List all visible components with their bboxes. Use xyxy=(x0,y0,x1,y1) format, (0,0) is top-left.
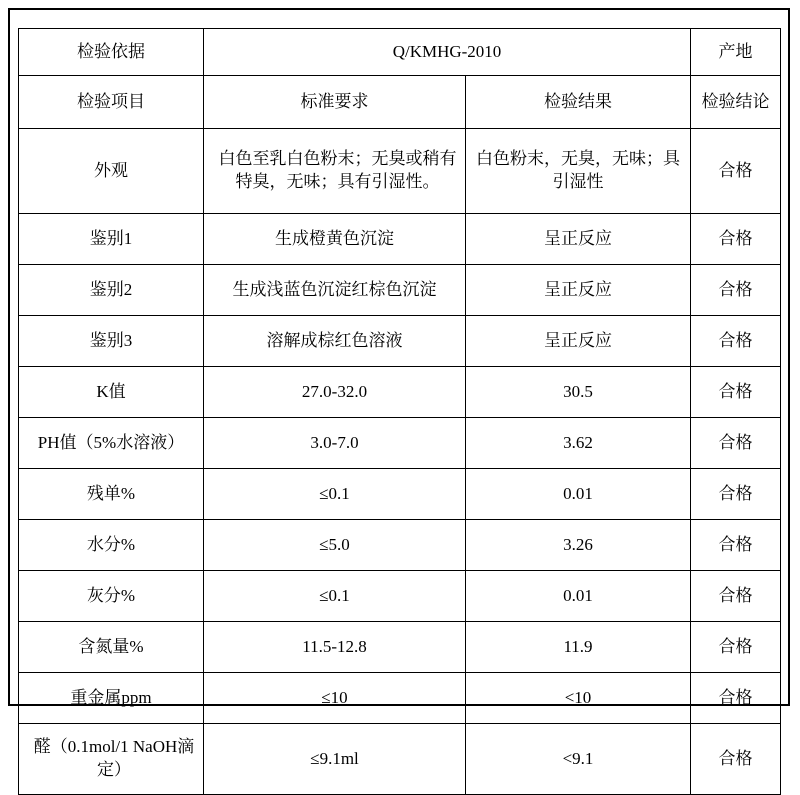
row-item: PH值（5%水溶液） xyxy=(19,418,204,469)
row-standard: ≤5.0 xyxy=(204,520,466,571)
row-item: 残单% xyxy=(19,469,204,520)
row-item: 含氮量% xyxy=(19,622,204,673)
row-conclusion: 合格 xyxy=(691,418,781,469)
table-row xyxy=(19,367,781,418)
table-row xyxy=(19,214,781,265)
row-result: 0.01 xyxy=(466,571,691,622)
row-standard: 白色至乳白色粉末；无臭或稍有特臭，无味；具有引湿性。 xyxy=(204,129,466,214)
row-conclusion: 合格 xyxy=(691,367,781,418)
row-standard: ≤10 xyxy=(204,673,466,724)
column-header-result: 检验结果 xyxy=(466,76,691,129)
table-row-column-headers xyxy=(19,76,781,129)
basis-value: Q/KMHG-2010 xyxy=(204,29,691,76)
row-standard: 溶解成棕红色溶液 xyxy=(204,316,466,367)
row-result: 白色粉末，无臭，无味；具引湿性 xyxy=(466,129,691,214)
table-row xyxy=(19,520,781,571)
row-item: 外观 xyxy=(19,129,204,214)
row-standard: ≤0.1 xyxy=(204,469,466,520)
row-conclusion: 合格 xyxy=(691,724,781,795)
origin-label: 产地 xyxy=(718,41,753,61)
row-standard: 3.0-7.0 xyxy=(204,418,466,469)
row-conclusion: 合格 xyxy=(691,673,781,724)
row-result: 11.9 xyxy=(466,622,691,673)
row-item: 鉴别1 xyxy=(19,214,204,265)
column-header-item: 检验项目 xyxy=(19,76,204,129)
table-row xyxy=(19,129,781,214)
row-standard: 11.5-12.8 xyxy=(204,622,466,673)
row-item: 鉴别3 xyxy=(19,316,204,367)
row-result: <10 xyxy=(466,673,691,724)
table-row xyxy=(19,571,781,622)
row-item: 醛（0.1mol/1 NaOH滴定） xyxy=(19,724,204,795)
row-conclusion: 合格 xyxy=(691,469,781,520)
row-conclusion: 合格 xyxy=(691,520,781,571)
row-result: 呈正反应 xyxy=(466,265,691,316)
row-standard: 生成浅蓝色沉淀红棕色沉淀 xyxy=(204,265,466,316)
table-row xyxy=(19,469,781,520)
row-result: 3.62 xyxy=(466,418,691,469)
row-conclusion: 合格 xyxy=(691,571,781,622)
row-conclusion: 合格 xyxy=(691,316,781,367)
basis-label: 检验依据 xyxy=(19,29,204,76)
row-result: 0.01 xyxy=(466,469,691,520)
table-row xyxy=(19,622,781,673)
row-conclusion: 合格 xyxy=(691,214,781,265)
row-conclusion: 合格 xyxy=(691,129,781,214)
row-standard: ≤9.1ml xyxy=(204,724,466,795)
column-header-standard: 标准要求 xyxy=(204,76,466,129)
row-item: K值 xyxy=(19,367,204,418)
table-row xyxy=(19,316,781,367)
row-item: 鉴别2 xyxy=(19,265,204,316)
row-standard: ≤0.1 xyxy=(204,571,466,622)
table-row xyxy=(19,724,781,795)
inspection-report-table xyxy=(18,28,781,795)
row-standard: 生成橙黄色沉淀 xyxy=(204,214,466,265)
row-result: 3.26 xyxy=(466,520,691,571)
column-header-conclusion: 检验结论 xyxy=(691,76,781,129)
row-result: 呈正反应 xyxy=(466,316,691,367)
row-result: 30.5 xyxy=(466,367,691,418)
table-row xyxy=(19,673,781,724)
row-conclusion: 合格 xyxy=(691,265,781,316)
table-row-basis xyxy=(19,29,781,76)
row-item: 水分% xyxy=(19,520,204,571)
table-row xyxy=(19,418,781,469)
row-standard: 27.0-32.0 xyxy=(204,367,466,418)
row-conclusion: 合格 xyxy=(691,622,781,673)
table-row xyxy=(19,265,781,316)
row-item: 灰分% xyxy=(19,571,204,622)
inspection-report-table-wrapper xyxy=(18,28,780,795)
row-result: <9.1 xyxy=(466,724,691,795)
row-result: 呈正反应 xyxy=(466,214,691,265)
origin-label-cell xyxy=(691,29,781,76)
row-item: 重金属ppm xyxy=(19,673,204,724)
